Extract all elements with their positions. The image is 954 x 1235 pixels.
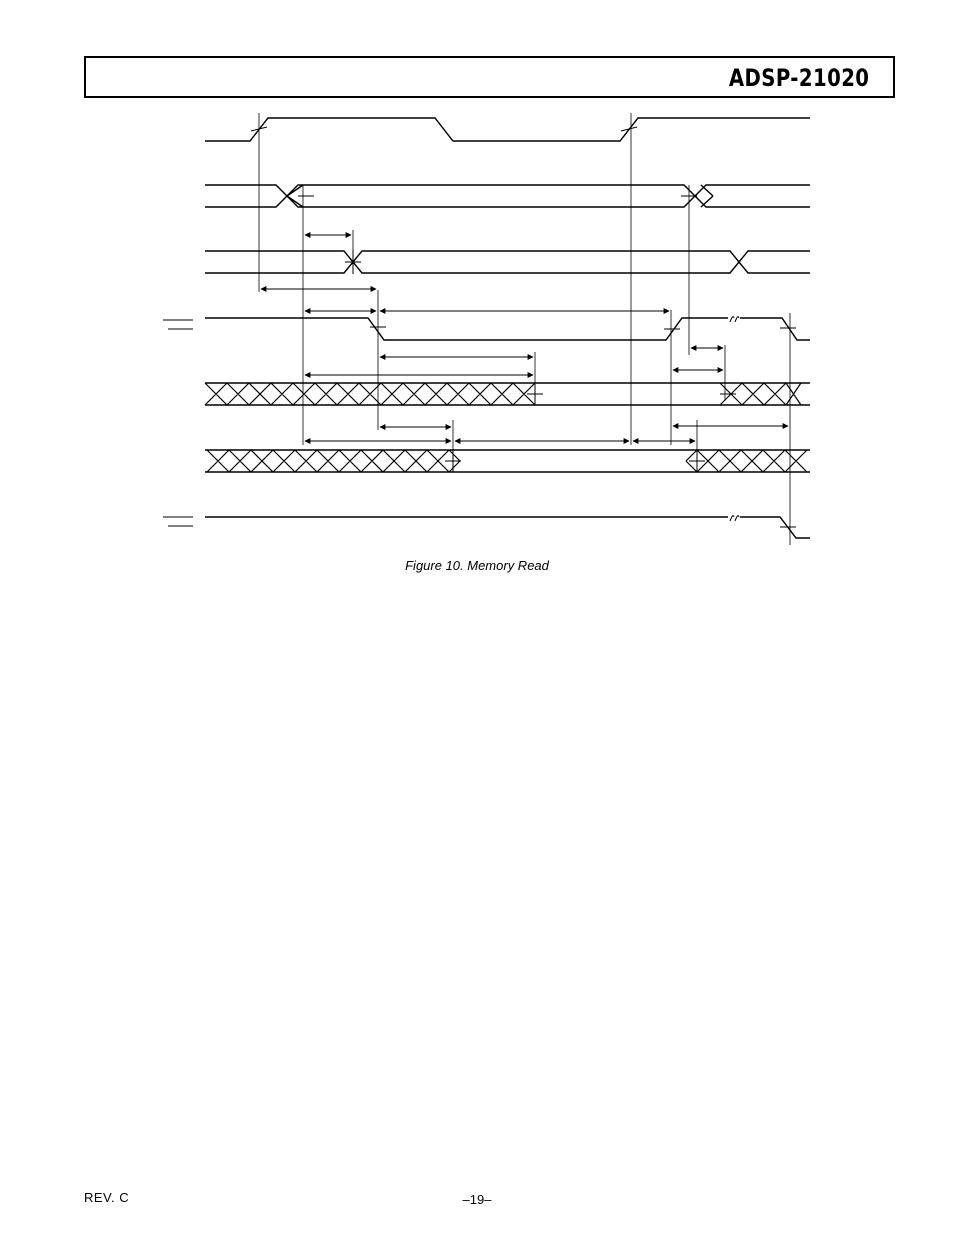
waveform-address-bus (205, 185, 810, 207)
figure-caption: Figure 10. Memory Read (405, 558, 549, 573)
document-title: ADSP-21020 (728, 64, 869, 92)
revision-label: REV. C (84, 1190, 130, 1205)
page-number: –19– (462, 1192, 492, 1207)
waveform-clock (205, 118, 810, 141)
waveform-ack (205, 450, 810, 472)
waveform-select (205, 250, 810, 274)
timing-arrows (261, 235, 788, 441)
waveform-dmag (205, 516, 810, 538)
waveform-data (205, 383, 810, 405)
reference-guides (259, 113, 790, 545)
waveform-rd (205, 317, 810, 340)
